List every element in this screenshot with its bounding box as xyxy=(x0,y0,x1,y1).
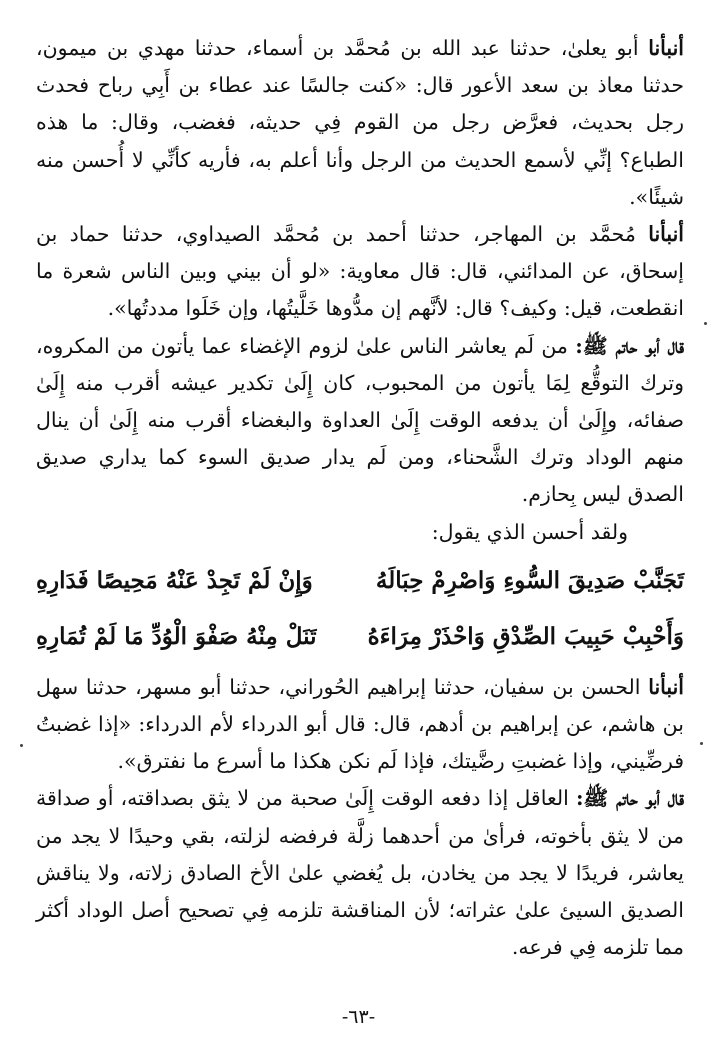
paragraph-3 xyxy=(36,328,684,514)
paragraph-lead: قال أبو حاتم ﷺ: xyxy=(575,786,685,811)
paragraph-text: الحسن بن سفيان، حدثنا إبراهيم الحُوراني، حدثنا أبو مسهر، حدثنا سهل بن هاشم، عن إبراهيم بن أدهم، قال: قال أبو الدرداء لأم الدرداء: «إذا غضبتُ فرضِّيني، وإذا غضبتِ رضَّيتك، فإذا لَم نكن هكذا ما أسرع ما نفترق». xyxy=(36,674,684,774)
paragraph-text: العاقل إذا دفعه الوقت إِلَىٰ صحبة من لا يثق بصداقته، أو صداقة من لا يثق بأخوته، فرأىٰ من أحدهما زلَّة فرفضه لزلته، بقي وحيدًا لا يجد من يعاشر، فريدًا لا يجد من يخادن، بل يُغضي علىٰ الأخ الصادق زلاته، ولا يناقش الصديق السيئ علىٰ عثراته؛ لأن المناقشة تلزمه فِي تصحيح أصل الوداد أكثر مما تلزمه فِي فرعه. xyxy=(36,786,684,960)
poem-first-hemistich: تَجَنَّبْ صَدِيقَ السُّوءِ وَاصْرِمْ حِبَالَهُ xyxy=(375,567,684,595)
poem xyxy=(36,553,684,665)
paragraph-text: من لَم يعاشر الناس علىٰ لزوم الإغضاء عما يأتون من المكروه، وترك التوقُّع لِمَا يأتون من المحبوب، كان إِلَىٰ تكدير عيشه أقرب منه إِلَىٰ صفائه، وإِلَىٰ أن يدفعه الوقت إِلَىٰ العداوة والبغضاء أقرب منه إِلَىٰ أن ينال منهم الوداد وترك الشَّحناء، ومن لَم يدار صديق السوء كما يداري صديق الصدق ليس بِحازم. xyxy=(36,333,684,507)
margin-speck xyxy=(704,322,707,325)
paragraph-1 xyxy=(36,30,684,216)
poem-intro: ولقد أحسن الذي يقول: xyxy=(431,519,628,544)
paragraph-5 xyxy=(36,780,684,966)
paragraph-lead: أنبأنا xyxy=(648,36,684,60)
page-body xyxy=(36,30,684,966)
poem-first-hemistich: وَأَحْبِبْ حَبِيبَ الصِّدْقِ وَاحْذَرْ مِرَاءَهُ xyxy=(367,623,684,651)
paragraph-lead: أنبأنا xyxy=(648,674,684,699)
paragraph-2 xyxy=(36,216,684,328)
paragraph-text: أبو يعلىٰ، حدثنا عبد الله بن مُحمَّد بن أسماء، حدثنا مهدي بن ميمون، حدثنا معاذ بن سعد الأعور قال: «كنت جالسًا عند عطاء بن أَبِي رباح فحدث رجل بحديث، فعرَّض رجل من القوم فِي حديثه، فغضب، وقال: ما هذه الطباع؟ إنِّي لأسمع الحديث من الرجل وأنا أعلم به، فأريه كأنِّي لا أُحسن منه شيئًا». xyxy=(36,36,684,209)
poem-second-hemistich: وَإِنْ لَمْ تَجِدْ عَنْهُ مَحِيصًا فَدَارِهِ xyxy=(36,567,313,595)
page-number: -٦٣- xyxy=(341,1006,376,1028)
margin-speck xyxy=(700,742,703,745)
poem-verse xyxy=(36,609,684,665)
paragraph-4 xyxy=(36,669,684,781)
poem-verse xyxy=(36,553,684,609)
poem-second-hemistich: تَنَلْ مِنْهُ صَفْوَ الْوُدِّ مَا لَمْ تُمَارِهِ xyxy=(36,623,317,651)
paragraph-text: مُحمَّد بن المهاجر، حدثنا أحمد بن مُحمَّد الصيداوي، حدثنا حماد بن إسحاق، عن المدائني، قال: قال معاوية: «لو أن بيني وبين الناس شعرة ما انقطعت، قيل: وكيف؟ قال: لأنَّهم إن مدُّوها خَلَّيتُها، وإن خَلَوا مددتُها». xyxy=(36,222,684,321)
margin-speck xyxy=(20,744,23,747)
paragraph-lead: قال أبو حاتم ﷺ: xyxy=(575,333,685,358)
paragraph-lead: أنبأنا xyxy=(648,222,684,247)
